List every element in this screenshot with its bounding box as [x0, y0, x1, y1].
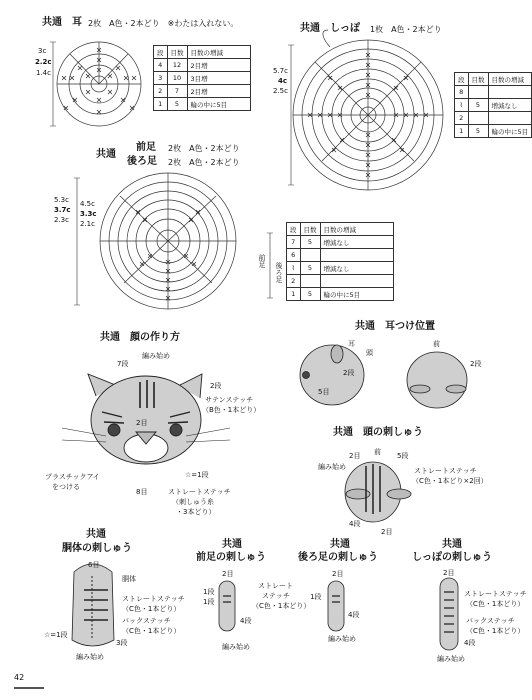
ear-chart: [57, 42, 141, 126]
frontleg-label-straight1: ストレート: [258, 582, 293, 590]
face-label-star: ☆=1段: [185, 471, 209, 479]
legs-th-2: 目数の増減: [320, 223, 393, 236]
backleg-label-hem: 編み始め: [328, 635, 356, 643]
legs-cell: [320, 275, 393, 288]
ear-cell: 3: [154, 72, 168, 85]
ear-cell: 2: [154, 85, 168, 98]
legs-cell: 2: [287, 275, 301, 288]
face-label-straight1: ストレートステッチ: [168, 488, 231, 496]
earpos-label-m5: 5目: [318, 388, 330, 396]
earpos-label-r2: 2段: [343, 369, 355, 377]
tail-cell: [468, 112, 488, 125]
legs-cell: 7: [287, 236, 301, 249]
ear-dim-2: 2.2c: [35, 58, 52, 66]
legs-th-1: 目数: [300, 223, 320, 236]
legs-th-0: 段: [287, 223, 301, 236]
ear-cell: 10: [167, 72, 187, 85]
ear-th-2: 目数の増減: [187, 46, 250, 59]
legs-table: [286, 222, 394, 301]
legs-cell: 増減なし: [320, 236, 393, 249]
earpos-heading: 共通 耳つけ位置: [355, 321, 435, 332]
ear-cell: 1: [154, 98, 168, 111]
tail-cell: ⌇: [455, 99, 469, 112]
heademb-label-m2: 2目: [381, 528, 393, 536]
tail-chart: [293, 30, 443, 190]
legs-dim-inner-1: 4.5c: [80, 200, 95, 208]
heademb-label-front: 前: [374, 448, 381, 456]
tail-cell: 2: [455, 112, 469, 125]
tailemb-label-r2: 2目: [443, 569, 455, 577]
frontleg-heading-1: 共通: [222, 539, 242, 550]
face-label-satin1: サテンステッチ: [205, 396, 254, 404]
tailemb-label-r4: 4段: [464, 639, 476, 647]
tail-cell: 5: [468, 99, 488, 112]
body-label-star: ☆=1段: [44, 631, 68, 639]
legs-dim-outer-1: 5.3c: [54, 196, 69, 204]
ear-heading: 共通 耳: [42, 17, 82, 28]
heademb-label-r2: 2目: [349, 452, 361, 460]
face-label-straight2: （刺しゅう糸: [172, 498, 214, 506]
tail-th-1: 目数: [468, 73, 488, 86]
frontleg-label-hem: 編み始め: [222, 643, 250, 651]
backleg-heading-1: 共通: [330, 539, 350, 550]
body-heading-1: 共通: [86, 529, 106, 540]
body-heading-2: 胴体の刺しゅう: [62, 543, 132, 554]
backleg-heading-2: 後ろ足の刺しゅう: [298, 552, 378, 563]
body-label-trunk: 胴体: [122, 575, 136, 583]
tail-cell: 5: [468, 125, 488, 138]
tailemb-label-straight2: （C色・1本どり）: [466, 600, 525, 608]
body-label-m6: 6目: [88, 561, 100, 569]
legs-cell: 輪の中に5目: [320, 288, 393, 301]
tail-table: [454, 72, 532, 138]
legs-detail-front: 2枚 A色・2本どり: [168, 144, 240, 153]
tail-embroidery-drawing: [440, 578, 458, 650]
legs-cell: 1: [287, 288, 301, 301]
ear-cell: 5: [167, 98, 187, 111]
legs-cell: 6: [287, 249, 301, 262]
tailemb-label-straight1: ストレートステッチ: [464, 590, 527, 598]
legs-cell: ⌇: [287, 262, 301, 275]
body-label-back1: バックステッチ: [122, 617, 171, 625]
legs-cell: 増減なし: [320, 262, 393, 275]
tail-th-0: 段: [455, 73, 469, 86]
face-heading: 共通 顔の作り方: [100, 332, 180, 343]
face-label-r7: 7段: [117, 360, 129, 368]
legs-dim-inner-2: 3.3c: [80, 210, 97, 218]
body-label-back2: （C色・1本どり）: [122, 627, 181, 635]
legs-dim-inner-3: 2.1c: [80, 220, 95, 228]
backleg-label-r4: 4段: [348, 611, 360, 619]
face-label-eye2: をつける: [52, 483, 80, 491]
legs-cell: [300, 249, 320, 262]
ear-cell: 2目増: [187, 59, 250, 72]
tail-cell: 増減なし: [488, 99, 532, 112]
earpos-label-front: 前: [433, 340, 440, 348]
heademb-label-straight1: ストレートステッチ: [414, 467, 477, 475]
tail-dim-1: 5.7c: [273, 67, 288, 75]
body-label-straight1: ストレートステッチ: [122, 595, 185, 603]
legs-cell: 5: [300, 288, 320, 301]
ear-th-1: 目数: [167, 46, 187, 59]
heademb-label-hem: 編み始め: [318, 463, 346, 471]
body-label-hem: 編み始め: [76, 653, 104, 661]
ear-table: [153, 45, 251, 111]
earpos-label-ear: 耳: [348, 340, 355, 348]
tail-cell: [488, 86, 532, 99]
ear-position-drawings: [300, 345, 467, 408]
tail-detail: 1枚 A色・2本どり: [370, 25, 442, 34]
body-embroidery-drawing: [72, 561, 114, 646]
tailemb-heading-2: しっぽの刺しゅう: [412, 552, 492, 563]
earpos-label-head: 頭: [366, 349, 373, 357]
legs-heading-prefix: 共通: [96, 149, 116, 160]
backleg-label-r1: 1段: [310, 593, 322, 601]
ear-detail: 2枚 A色・2本どり ※わたは入れない。: [88, 19, 239, 28]
legs-dim-outer-2: 3.7c: [54, 206, 71, 214]
ear-th-0: 段: [154, 46, 168, 59]
legs-cell: [300, 275, 320, 288]
legs-side-label-back: 後ろ足: [275, 262, 283, 283]
heademb-label-straight2: （C色・1本どり×2回）: [412, 477, 488, 485]
tail-cell: [468, 86, 488, 99]
face-label-r2: 2段: [210, 382, 222, 390]
tail-th-2: 目数の増減: [488, 73, 532, 86]
heademb-heading: 共通 頭の刺しゅう: [333, 427, 423, 438]
frontleg-label-r1a: 1段: [203, 588, 215, 596]
heademb-label-r4: 4段: [349, 520, 361, 528]
ear-cell: 12: [167, 59, 187, 72]
frontleg-label-straight3: （C色・1本どり）: [252, 602, 311, 610]
frontleg-label-r1b: 1段: [203, 598, 215, 606]
face-label-r2b: 2目: [136, 419, 148, 427]
ear-cell: 3目増: [187, 72, 250, 85]
legs-cell: 5: [300, 262, 320, 275]
tail-dim-2: 4c: [278, 77, 288, 85]
tail-cell: [488, 112, 532, 125]
face-label-straight3: ・3本どり）: [176, 508, 216, 516]
page-number-rule: [14, 687, 44, 689]
face-label-eye1: プラスチックアイ: [45, 473, 100, 481]
legs-cell: 5: [300, 236, 320, 249]
tailemb-label-back2: （C色・1本どり）: [466, 627, 525, 635]
back-leg-drawing: [328, 581, 344, 631]
body-label-r3: 3段: [116, 639, 128, 647]
legs-heading-back: 後ろ足: [127, 156, 157, 167]
tail-cell: 輪の中に5目: [488, 125, 532, 138]
earpos-label-r2b: 2段: [470, 360, 482, 368]
legs-dim-outer-3: 2.3c: [54, 216, 69, 224]
legs-cell: [320, 249, 393, 262]
frontleg-label-straight2: ステッチ: [262, 592, 290, 600]
body-label-straight2: （C色・1本どり）: [122, 605, 181, 613]
tail-cell: 8: [455, 86, 469, 99]
tail-cell: 1: [455, 125, 469, 138]
head-embroidery-drawing: [345, 462, 411, 522]
front-leg-drawing: [219, 581, 235, 631]
tailemb-label-back1: バックステッチ: [466, 617, 515, 625]
tail-heading: 共通 しっぽ: [300, 23, 360, 34]
frontleg-label-r4: 4段: [240, 617, 252, 625]
ear-dim-1: 3c: [38, 47, 47, 55]
face-label-satin2: （B色・1本どり）: [202, 406, 261, 414]
legs-heading-front: 前足: [136, 142, 156, 153]
face-label-hem: 編み始め: [142, 352, 170, 360]
frontleg-label-r2: 2目: [222, 570, 234, 578]
frontleg-heading-2: 前足の刺しゅう: [196, 552, 266, 563]
tailemb-heading-1: 共通: [442, 539, 462, 550]
ear-cell: 4: [154, 59, 168, 72]
backleg-label-r2: 2目: [332, 570, 344, 578]
tailemb-label-hem: 編み始め: [437, 655, 465, 663]
ear-cell: 輪の中に5目: [187, 98, 250, 111]
tail-dim-3: 2.5c: [273, 87, 288, 95]
legs-side-label-front: 前足: [258, 254, 266, 268]
ear-cell: 2目増: [187, 85, 250, 98]
ear-cell: 7: [167, 85, 187, 98]
heademb-label-r5: 5段: [397, 452, 409, 460]
face-label-r8: 8目: [136, 488, 148, 496]
legs-detail-back: 2枚 A色・2本どり: [168, 158, 240, 167]
ear-dim-3: 1.4c: [36, 69, 51, 77]
page-number: 42: [14, 673, 25, 682]
